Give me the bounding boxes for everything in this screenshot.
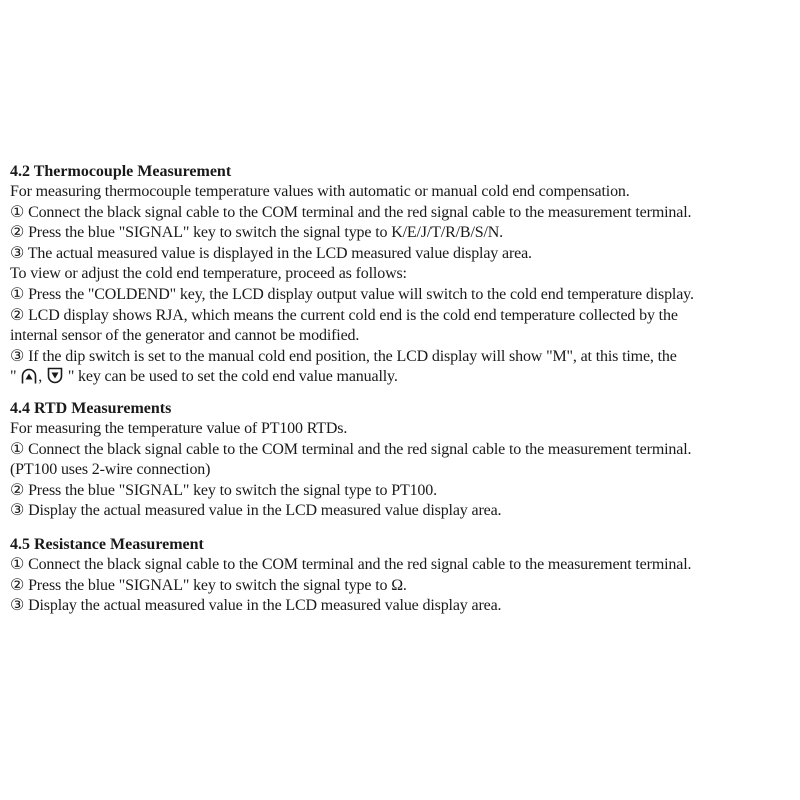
coldend-step-item — [10, 306, 795, 327]
step-continuation: (PT100 uses 2-wire connection) — [10, 461, 211, 479]
step-number: ③ — [10, 502, 25, 520]
step-number: ① — [10, 440, 25, 458]
section-gap — [10, 522, 795, 534]
step-item — [10, 501, 795, 522]
step-text: If the dip switch is set to the manual cold end position, the LCD display will show "M", at this time, the — [28, 347, 677, 365]
step-item — [10, 555, 795, 576]
section-title: 4.2 Thermocouple Measurement — [10, 163, 232, 180]
step-number: ① — [10, 203, 25, 221]
step-text: Press the blue "SIGNAL" key to switch the signal type to Ω. — [28, 576, 407, 594]
step-text: Press the "COLDEND" key, the LCD display output value will switch to the cold end temperature display. — [28, 285, 694, 303]
step-text: Connect the black signal cable to the COM terminal and the red signal cable to the measurement terminal. — [28, 555, 692, 573]
step-number: ② — [10, 576, 25, 594]
coldend-step-item — [10, 285, 795, 306]
down-key-icon — [46, 367, 64, 385]
section-intro: For measuring the temperature value of PT100 RTDs. — [10, 419, 348, 437]
step-number: ① — [10, 555, 25, 573]
step-number: ③ — [10, 597, 25, 615]
step-text: Display the actual measured value in the LCD measured value display area. — [28, 597, 502, 615]
step-item — [10, 223, 795, 244]
step-number: ② — [10, 306, 25, 324]
step-item — [10, 203, 795, 224]
step-item — [10, 244, 795, 265]
step-text: The actual measured value is displayed in the LCD measured value display area. — [27, 244, 532, 262]
step-number: ③ — [10, 244, 25, 262]
section-rtd — [10, 398, 795, 522]
step-text: Press the blue "SIGNAL" key to switch the signal type to K/E/J/T/R/B/S/N. — [28, 224, 504, 242]
section-resistance — [10, 534, 795, 617]
step-continuation-text: " key can be used to set the cold end value manually. — [67, 368, 398, 386]
step-item — [10, 440, 795, 461]
section-title: 4.4 RTD Measurements — [10, 399, 172, 417]
coldend-intro: To view or adjust the cold end temperature, proceed as follows: — [10, 265, 407, 283]
section-thermocouple — [10, 161, 795, 388]
step-text: Connect the black signal cable to the COM terminal and the red signal cable to the measurement terminal. — [28, 440, 692, 458]
step-text: LCD display shows RJA, which means the current cold end is the cold end temperature collected by the — [28, 306, 678, 324]
manual-page — [10, 161, 795, 617]
step-text: Press the blue "SIGNAL" key to switch the signal type to PT100. — [28, 481, 437, 499]
section-gap — [10, 388, 795, 398]
step-text: Display the actual measured value in the LCD measured value display area. — [28, 502, 502, 520]
step-number: ② — [10, 481, 25, 499]
step-item — [10, 596, 795, 617]
step-number: ① — [10, 285, 25, 303]
quote-open: " — [10, 368, 17, 386]
up-key-icon — [20, 367, 38, 385]
icon-separator: , — [38, 368, 43, 386]
step-number: ② — [10, 224, 25, 242]
step-item — [10, 576, 795, 597]
step-text: Connect the black signal cable to the COM terminal and the red signal cable to the measurement terminal. — [28, 203, 692, 221]
section-intro: For measuring thermocouple temperature values with automatic or manual cold end compensation. — [10, 183, 630, 200]
coldend-step-item — [10, 347, 795, 368]
step-item — [10, 481, 795, 502]
section-title: 4.5 Resistance Measurement — [10, 535, 204, 553]
step-number: ③ — [10, 347, 25, 365]
step-continuation — [10, 367, 795, 388]
step-continuation: internal sensor of the generator and cannot be modified. — [10, 327, 360, 345]
